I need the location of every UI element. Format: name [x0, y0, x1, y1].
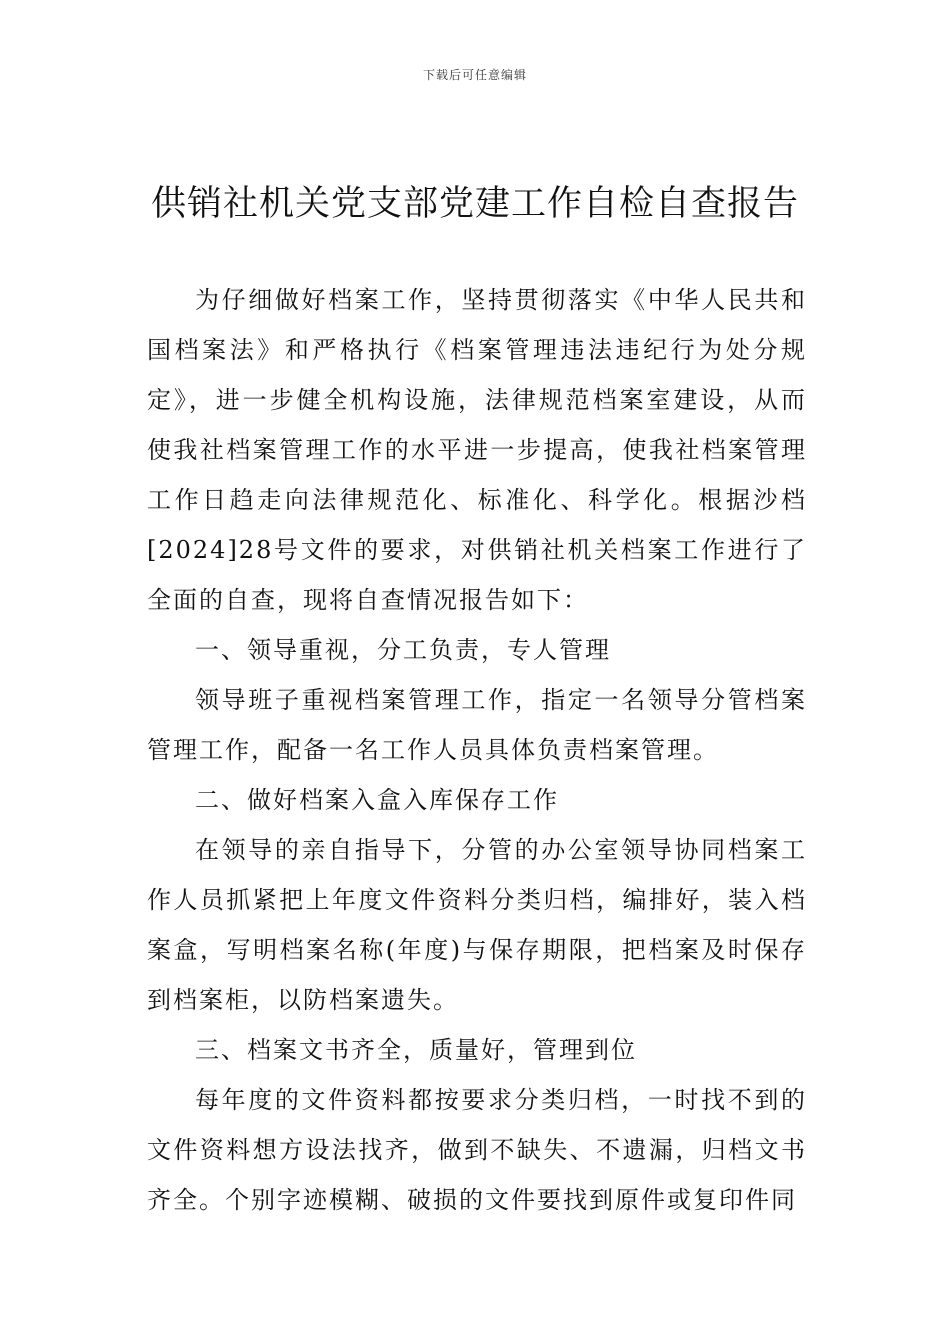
section-heading-2: 二、做好档案入盒入库保存工作: [195, 786, 559, 814]
section-heading-3: 三、档案文书齐全，质量好，管理到位: [195, 1036, 637, 1064]
intro-paragraph: 为仔细做好档案工作，坚持贯彻落实《中华人民共和国档案法》和严格执行《档案管理违法违纪行为处分规定》，进一步健全机构设施，法律规范档案室建设，从而使我社档案管理工作的水平进一步提高，使我社档案管理工作日趋走向法律规范化、标准化、科学化。根据沙档[2024]28号文件的要求，对供销社机关档案工作进行了全面的自查，现将自查情况报告如下：: [147, 286, 807, 614]
section-paragraph-3: 每年度的文件资料都按要求分类归档，一时找不到的文件资料想方设法找齐，做到不缺失、不遗漏，归档文书齐全。个别字迹模糊、破损的文件要找到原件或复印件同: [147, 1086, 807, 1214]
document-body: [147, 275, 807, 1225]
section-paragraph-1: 领导班子重视档案管理工作，指定一名领导分管档案管理工作，配备一名工作人员具体负责档案管理。: [147, 686, 807, 764]
section-heading-1: 一、领导重视，分工负责，专人管理: [195, 636, 611, 664]
section-paragraph-2: 在领导的亲自指导下，分管的办公室领导协同档案工作人员抓紧把上年度文件资料分类归档，编排好，装入档案盒，写明档案名称(年度)与保存期限，把档案及时保存到档案柜，以防档案遗失。: [147, 836, 807, 1014]
header-note: 下载后可任意编辑: [422, 68, 527, 82]
document-title: 供销社机关党支部党建工作自检自查报告: [150, 184, 799, 224]
